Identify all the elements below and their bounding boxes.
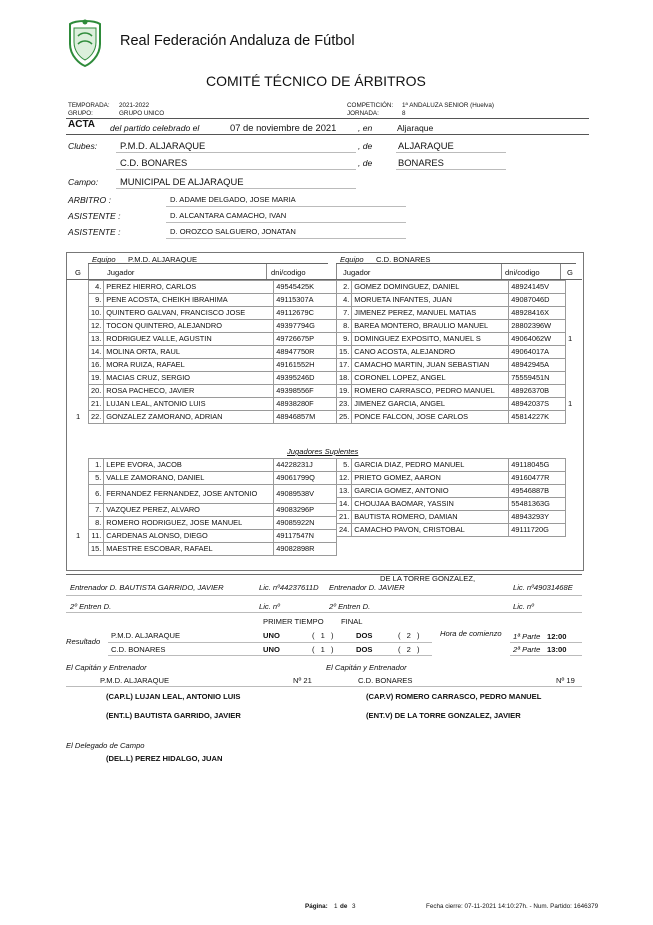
result-away-team: C.D. BONARES xyxy=(111,645,166,654)
player-row xyxy=(337,359,566,372)
player-number: 5. xyxy=(337,459,352,472)
arbitro-name: D. ADAME DELGADO, JOSE MARIA xyxy=(170,195,296,204)
player-dni: 48942945A xyxy=(509,359,566,372)
player-row xyxy=(337,294,566,307)
match-date: 07 de noviembre de 2021 xyxy=(230,122,337,133)
federation-name: Real Federación Andaluza de Fútbol xyxy=(120,33,355,49)
player-name: CAMACHO PAVON, CRISTOBAL xyxy=(352,524,509,537)
result-home-ht: ( 1 ) xyxy=(312,631,334,640)
player-row xyxy=(89,385,337,398)
player-dni: 48943293Y xyxy=(509,511,566,524)
asistente-1-label: ASISTENTE : xyxy=(68,211,121,221)
primer-tiempo-label: PRIMER TIEMPO xyxy=(263,617,324,626)
player-row xyxy=(89,459,337,472)
competicion-label: COMPETICIÓN: xyxy=(347,102,394,109)
player-dni: 49160477R xyxy=(509,472,566,485)
player-row xyxy=(337,372,566,385)
asistente-2-name: D. OROZCO SALGUERO, JONATAN xyxy=(170,227,296,236)
captain-home-num: Nº 21 xyxy=(293,676,312,685)
home-coach: Entrenador D. BAUTISTA GARRIDO, JAVIER xyxy=(70,583,224,592)
home-second-lic: Lic. nº xyxy=(259,602,280,611)
player-number: 16. xyxy=(89,359,104,372)
player-dni: 55481363G xyxy=(509,498,566,511)
player-dni: 48947750R xyxy=(274,346,337,359)
player-number: 13. xyxy=(89,333,104,346)
player-name: BAUTISTA ROMERO, DAMIAN xyxy=(352,511,509,524)
player-row xyxy=(337,398,566,411)
goal-count: 1 xyxy=(76,412,81,421)
player-number: 1. xyxy=(89,459,104,472)
away-team-name: C.D. BONARES xyxy=(376,255,431,264)
player-name: MACIAS CRUZ, SERGIO xyxy=(104,372,274,385)
player-row xyxy=(89,543,337,556)
player-dni: 44228231J xyxy=(274,459,337,472)
player-row xyxy=(337,307,566,320)
player-name: DOMINGUEZ EXPOSITO, MANUEL S xyxy=(352,333,509,346)
player-number: 10. xyxy=(89,307,104,320)
player-name: TOCON QUINTERO, ALEJANDRO xyxy=(104,320,274,333)
result-away-ht-word: UNO xyxy=(263,645,280,654)
en-label: , en xyxy=(358,123,373,133)
equipo-label-away: Equipo xyxy=(340,255,364,264)
player-dni: 49083296P xyxy=(274,504,337,517)
player-name: MORUETA INFANTES, JUAN xyxy=(352,294,509,307)
player-name: CORONEL LOPEZ, ANGEL xyxy=(352,372,509,385)
parte2-label: 2ª Parte xyxy=(513,645,541,654)
player-dni: 49089538V xyxy=(274,485,337,504)
player-name: MOLINA ORTA, RAUL xyxy=(104,346,274,359)
player-row xyxy=(89,346,337,359)
player-dni: 49397794G xyxy=(274,320,337,333)
player-name: GONZALEZ ZAMORANO, ADRIAN xyxy=(104,411,274,424)
player-name: LUJAN LEAL, ANTONIO LUIS xyxy=(104,398,274,411)
player-name: GARCIA DIAZ, PEDRO MANUEL xyxy=(352,459,509,472)
player-dni: 48942037S xyxy=(509,398,566,411)
de-label-1: , de xyxy=(358,141,373,151)
player-name: BAREA MONTERO, BRAULIO MANUEL xyxy=(352,320,509,333)
pagina-label: Página: xyxy=(305,903,328,910)
player-row xyxy=(89,472,337,485)
player-dni: 48924145V xyxy=(509,281,566,294)
player-name: MAESTRE ESCOBAR, RAFAEL xyxy=(104,543,274,556)
player-number: 21. xyxy=(337,511,352,524)
player-dni: 49117547N xyxy=(274,530,337,543)
player-number: 24. xyxy=(337,524,352,537)
player-name: PENE ACOSTA, CHEIKH IBRAHIMA xyxy=(104,294,274,307)
player-row xyxy=(337,459,566,472)
result-away-ft: ( 2 ) xyxy=(398,645,420,654)
dni-header-home: dni/codigo xyxy=(271,268,306,277)
jornada-value: 8 xyxy=(402,110,406,117)
result-away-ft-word: DOS xyxy=(356,645,373,654)
home-second-coach: 2º Entren D. xyxy=(70,602,112,611)
player-dni: 49061799Q xyxy=(274,472,337,485)
away-coach-sign: (ENT.V) DE LA TORRE GONZALEZ, JAVIER xyxy=(366,711,521,720)
suplentes-label: Jugadores Suplentes xyxy=(287,447,359,456)
player-dni: 49726675P xyxy=(274,333,337,346)
jornada-label: JORNADA: xyxy=(347,110,379,117)
player-name: ROSA PACHECO, JAVIER xyxy=(104,385,274,398)
player-number: 7. xyxy=(337,307,352,320)
player-number: 7. xyxy=(89,504,104,517)
player-dni: 48928416X xyxy=(509,307,566,320)
player-dni: 49087046D xyxy=(509,294,566,307)
player-number: 9. xyxy=(337,333,352,346)
player-row xyxy=(89,398,337,411)
player-number: 19. xyxy=(89,372,104,385)
player-number: 5. xyxy=(89,472,104,485)
player-row xyxy=(89,333,337,346)
g-header-home: G xyxy=(75,268,81,277)
competicion-value: 1ª ANDALUZA SENIOR (Huelva) xyxy=(402,102,494,109)
player-row xyxy=(89,411,337,424)
player-row xyxy=(89,281,337,294)
player-dni: 49115307A xyxy=(274,294,337,307)
result-home-ft-word: DOS xyxy=(356,631,373,640)
player-dni: 49545425K xyxy=(274,281,337,294)
page-de: de xyxy=(340,903,348,910)
player-name: RODRIGUEZ VALLE, AGUSTIN xyxy=(104,333,274,346)
captain-away-num: Nº 19 xyxy=(556,676,575,685)
player-number: 6. xyxy=(89,485,104,504)
player-number: 25. xyxy=(337,411,352,424)
player-dni: 28802396W xyxy=(509,320,566,333)
player-number: 14. xyxy=(337,498,352,511)
captain-label-home: El Capitán y Entrenador xyxy=(66,663,147,672)
jugador-header-home: Jugador xyxy=(107,268,135,277)
player-row xyxy=(337,411,566,424)
home-city: ALJARAQUE xyxy=(398,140,454,151)
home-club: P.M.D. ALJARAQUE xyxy=(120,140,206,151)
player-number: 22. xyxy=(89,411,104,424)
resultado-label: Resultado xyxy=(66,637,101,646)
final-label: FINAL xyxy=(341,617,363,626)
player-dni: 75559451N xyxy=(509,372,566,385)
de-label-2: , de xyxy=(358,158,373,168)
goal-count: 1 xyxy=(76,531,81,540)
player-name: ROMERO CARRASCO, PEDRO MANUEL xyxy=(352,385,509,398)
away-coach-lic: Lic. nº49031468E xyxy=(513,583,573,592)
away-captain: (CAP.V) ROMERO CARRASCO, PEDRO MANUEL xyxy=(366,692,542,701)
player-dni: 49398556F xyxy=(274,385,337,398)
player-dni: 49064017A xyxy=(509,346,566,359)
grupo-label: GRUPO: xyxy=(68,110,93,117)
player-number: 8. xyxy=(337,320,352,333)
player-name: FERNANDEZ FERNANDEZ, JOSE ANTONIO xyxy=(104,485,274,504)
player-name: GOMEZ DOMINGUEZ, DANIEL xyxy=(352,281,509,294)
player-row xyxy=(89,294,337,307)
committee-title: COMITÉ TÉCNICO DE ÁRBITROS xyxy=(206,73,426,89)
goal-count: 1 xyxy=(568,334,573,343)
asistente-1-name: D. ALCANTARA CAMACHO, IVAN xyxy=(170,211,287,220)
player-number: 11. xyxy=(89,530,104,543)
match-place: Aljaraque xyxy=(397,123,434,133)
player-number: 14. xyxy=(89,346,104,359)
player-dni: 49546887B xyxy=(509,485,566,498)
player-row xyxy=(89,320,337,333)
player-dni: 49112679C xyxy=(274,307,337,320)
player-row xyxy=(337,320,566,333)
player-row xyxy=(89,504,337,517)
equipo-label-home: Equipo xyxy=(92,255,116,264)
parte1-label: 1ª Parte xyxy=(513,632,541,641)
player-name: MORA RUIZA, RAFAEL xyxy=(104,359,274,372)
player-dni: 49064062W xyxy=(509,333,566,346)
page-number: 1 xyxy=(334,903,338,910)
federation-logo xyxy=(64,18,106,68)
player-name: ROMERO RODRIGUEZ, JOSE MANUEL xyxy=(104,517,274,530)
away-coach-top: DE LA TORRE GONZALEZ, xyxy=(380,574,476,583)
player-name: QUINTERO GALVAN, FRANCISCO JOSE xyxy=(104,307,274,320)
jugador-header-away: Jugador xyxy=(343,268,371,277)
player-number: 17. xyxy=(337,359,352,372)
player-number: 15. xyxy=(89,543,104,556)
player-number: 2. xyxy=(337,281,352,294)
player-row xyxy=(337,281,566,294)
result-away-ht: ( 1 ) xyxy=(312,645,334,654)
result-home-ft: ( 2 ) xyxy=(398,631,420,640)
player-name: PRIETO GOMEZ, AARON xyxy=(352,472,509,485)
asistente-2-label: ASISTENTE : xyxy=(68,227,121,237)
player-number: 21. xyxy=(89,398,104,411)
player-dni: 49395246D xyxy=(274,372,337,385)
player-row xyxy=(89,372,337,385)
page-total: 3 xyxy=(352,903,356,910)
hora-comienzo-label: Hora de comienzo xyxy=(440,629,502,638)
player-dni: 49082898R xyxy=(274,543,337,556)
delegado-label: El Delegado de Campo xyxy=(66,741,145,750)
captain-away-team: C.D. BONARES xyxy=(358,676,413,685)
away-coach: Entrenador D. JAVIER xyxy=(329,583,405,592)
player-name: GARCIA GOMEZ, ANTONIO xyxy=(352,485,509,498)
player-dni: 49118045G xyxy=(509,459,566,472)
player-row xyxy=(337,485,566,498)
player-name: VALLE ZAMORANO, DANIEL xyxy=(104,472,274,485)
away-city: BONARES xyxy=(398,157,444,168)
player-number: 4. xyxy=(337,294,352,307)
player-row xyxy=(337,385,566,398)
player-number: 18. xyxy=(337,372,352,385)
captain-label-away: El Capitán y Entrenador xyxy=(326,663,407,672)
player-number: 19. xyxy=(337,385,352,398)
player-dni: 49111720G xyxy=(509,524,566,537)
player-row xyxy=(337,346,566,359)
player-name: JIMENEZ GARCIA, ANGEL xyxy=(352,398,509,411)
fecha-cierre: Fecha cierre: 07-11-2021 14:10:27h. - Num. Partido: 1646379 xyxy=(426,903,599,910)
parte2-time: 13:00 xyxy=(547,645,567,654)
player-name: LEPE EVORA, JACOB xyxy=(104,459,274,472)
player-dni: 48938280F xyxy=(274,398,337,411)
player-name: CHOUJAA BAOMAR, YASSIN xyxy=(352,498,509,511)
home-team-name: P.M.D. ALJARAQUE xyxy=(128,255,198,264)
player-number: 13. xyxy=(337,485,352,498)
player-number: 20. xyxy=(89,385,104,398)
away-second-lic: Lic. nº xyxy=(513,602,534,611)
arbitro-label: ARBITRO : xyxy=(68,195,111,205)
parte1-time: 12:00 xyxy=(547,632,567,641)
campo-value: MUNICIPAL DE ALJARAQUE xyxy=(120,176,244,187)
player-row xyxy=(89,485,337,504)
player-number: 4. xyxy=(89,281,104,294)
grupo-value: GRUPO UNICO xyxy=(119,110,165,117)
acta-label: ACTA xyxy=(68,119,96,130)
player-dni: 49161552H xyxy=(274,359,337,372)
player-dni: 45814227K xyxy=(509,411,566,424)
del-partido-label: del partido celebrado el xyxy=(110,123,200,133)
dni-header-away: dni/codigo xyxy=(505,268,540,277)
home-captain: (CAP.L) LUJAN LEAL, ANTONIO LUIS xyxy=(106,692,241,701)
temporada-label: TEMPORADA: xyxy=(68,102,110,109)
result-home-ht-word: UNO xyxy=(263,631,280,640)
player-number: 23. xyxy=(337,398,352,411)
player-name: CANO ACOSTA, ALEJANDRO xyxy=(352,346,509,359)
player-number: 12. xyxy=(337,472,352,485)
player-row xyxy=(337,511,566,524)
player-number: 8. xyxy=(89,517,104,530)
player-number: 15. xyxy=(337,346,352,359)
g-header-away: G xyxy=(567,268,573,277)
home-coach-lic: Lic. nº44237611D xyxy=(259,583,319,592)
player-name: VAZQUEZ PEREZ, ALVARO xyxy=(104,504,274,517)
player-row xyxy=(89,359,337,372)
temporada-value: 2021-2022 xyxy=(119,102,150,109)
away-second-coach: 2º Entren D. xyxy=(329,602,371,611)
away-club: C.D. BONARES xyxy=(120,157,188,168)
home-coach-sign: (ENT.L) BAUTISTA GARRIDO, JAVIER xyxy=(106,711,241,720)
player-name: PONCE FALCON, JOSE CARLOS xyxy=(352,411,509,424)
delegado-name: (DEL.L) PEREZ HIDALGO, JUAN xyxy=(106,754,223,763)
clubes-label: Clubes: xyxy=(68,141,98,151)
player-dni: 48946857M xyxy=(274,411,337,424)
player-row xyxy=(337,472,566,485)
player-number: 12. xyxy=(89,320,104,333)
player-name: CAMACHO MARTIN, JUAN SEBASTIAN xyxy=(352,359,509,372)
player-row xyxy=(337,333,566,346)
player-row xyxy=(337,498,566,511)
result-home-team: P.M.D. ALJARAQUE xyxy=(111,631,181,640)
player-name: JIMENEZ PEREZ, MANUEL MATIAS xyxy=(352,307,509,320)
player-name: CARDENAS ALONSO, DIEGO xyxy=(104,530,274,543)
captain-home-team: P.M.D. ALJARAQUE xyxy=(100,676,170,685)
player-row xyxy=(89,530,337,543)
player-name: PEREZ HIERRO, CARLOS xyxy=(104,281,274,294)
player-row xyxy=(337,524,566,537)
player-number: 9. xyxy=(89,294,104,307)
player-row xyxy=(89,517,337,530)
player-dni: 49085922N xyxy=(274,517,337,530)
player-row xyxy=(89,307,337,320)
player-dni: 48926370B xyxy=(509,385,566,398)
campo-label: Campo: xyxy=(68,177,99,187)
goal-count: 1 xyxy=(568,399,573,408)
